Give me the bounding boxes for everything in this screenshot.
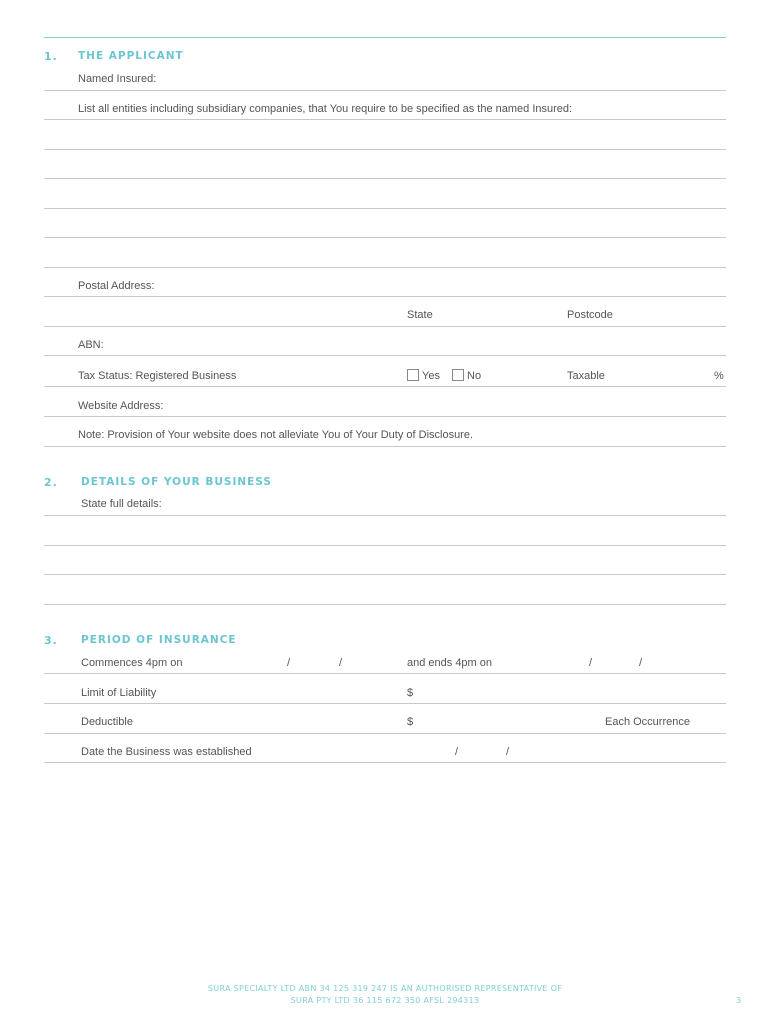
top-divider	[44, 37, 726, 38]
yes-checkbox[interactable]	[407, 369, 419, 381]
limit-of-liability-label: Limit of Liability	[81, 687, 157, 699]
yes-label: Yes	[422, 370, 440, 382]
limit-dollar-sign: $	[407, 687, 414, 699]
no-label: No	[467, 370, 482, 382]
page-number: 3	[736, 996, 742, 1005]
entities-line-4[interactable]	[44, 208, 726, 209]
section-3-title: PERIOD OF INSURANCE	[81, 634, 237, 646]
note-divider	[44, 446, 726, 447]
no-checkbox[interactable]	[452, 369, 464, 381]
ends-label: and ends 4pm on	[407, 657, 493, 669]
entities-line-3[interactable]	[44, 178, 726, 179]
details-line-4[interactable]	[44, 604, 726, 605]
details-line-1[interactable]	[44, 515, 726, 516]
percent-label: %	[714, 370, 724, 382]
section-3-number: 3.	[44, 634, 58, 647]
ends-slash-1: /	[589, 657, 593, 669]
established-label: Date the Business was established	[81, 746, 252, 758]
limit-of-liability-field[interactable]	[44, 703, 726, 704]
entities-label: List all entities including subsidiary companies, that You require to be specified as the named Insured:	[78, 103, 573, 115]
entities-line-6[interactable]	[44, 267, 726, 268]
ends-slash-2: /	[639, 657, 643, 669]
tax-status-field[interactable]	[44, 386, 726, 387]
website-label: Website Address:	[78, 400, 164, 412]
section-1-title: THE APPLICANT	[78, 50, 184, 62]
footer-line-1: SURA SPECIALTY LTD ABN 34 125 319 247 IS AN AUTHORISED REPRESENTATIVE OF	[207, 984, 563, 993]
commences-slash-2: /	[339, 657, 343, 669]
entities-line-5[interactable]	[44, 237, 726, 238]
deductible-dollar-sign: $	[407, 716, 414, 728]
state-label: State	[407, 309, 433, 321]
details-line-2[interactable]	[44, 545, 726, 546]
entities-line-1[interactable]	[44, 119, 726, 120]
footer-line-2: SURA PTY LTD 36 115 672 350 AFSL 294313	[290, 996, 480, 1005]
commences-slash-1: /	[287, 657, 291, 669]
deductible-field[interactable]	[44, 733, 726, 734]
postcode-label: Postcode	[567, 309, 613, 321]
named-insured-field[interactable]	[44, 90, 726, 91]
state-postcode-field[interactable]	[44, 326, 726, 327]
abn-label: ABN:	[78, 339, 104, 351]
entities-line-2[interactable]	[44, 149, 726, 150]
section-2-number: 2.	[44, 476, 58, 489]
established-slash-2: /	[506, 746, 510, 758]
tax-status-label: Tax Status: Registered Business	[78, 370, 237, 382]
commences-label: Commences 4pm on	[81, 657, 183, 669]
website-field[interactable]	[44, 416, 726, 417]
disclosure-note: Note: Provision of Your website does not alleviate You of Your Duty of Disclosure.	[78, 429, 474, 441]
full-details-label: State full details:	[81, 498, 162, 510]
deductible-label: Deductible	[81, 716, 133, 728]
section-1-number: 1.	[44, 50, 58, 63]
established-field[interactable]	[44, 762, 726, 763]
abn-field[interactable]	[44, 355, 726, 356]
established-slash-1: /	[455, 746, 459, 758]
details-line-3[interactable]	[44, 574, 726, 575]
named-insured-label: Named Insured:	[78, 73, 157, 85]
period-field[interactable]	[44, 673, 726, 674]
postal-address-label: Postal Address:	[78, 280, 155, 292]
each-occurrence-label: Each Occurrence	[605, 716, 690, 728]
postal-address-field[interactable]	[44, 296, 726, 297]
taxable-label: Taxable	[567, 370, 605, 382]
section-2-title: DETAILS OF YOUR BUSINESS	[81, 476, 272, 488]
